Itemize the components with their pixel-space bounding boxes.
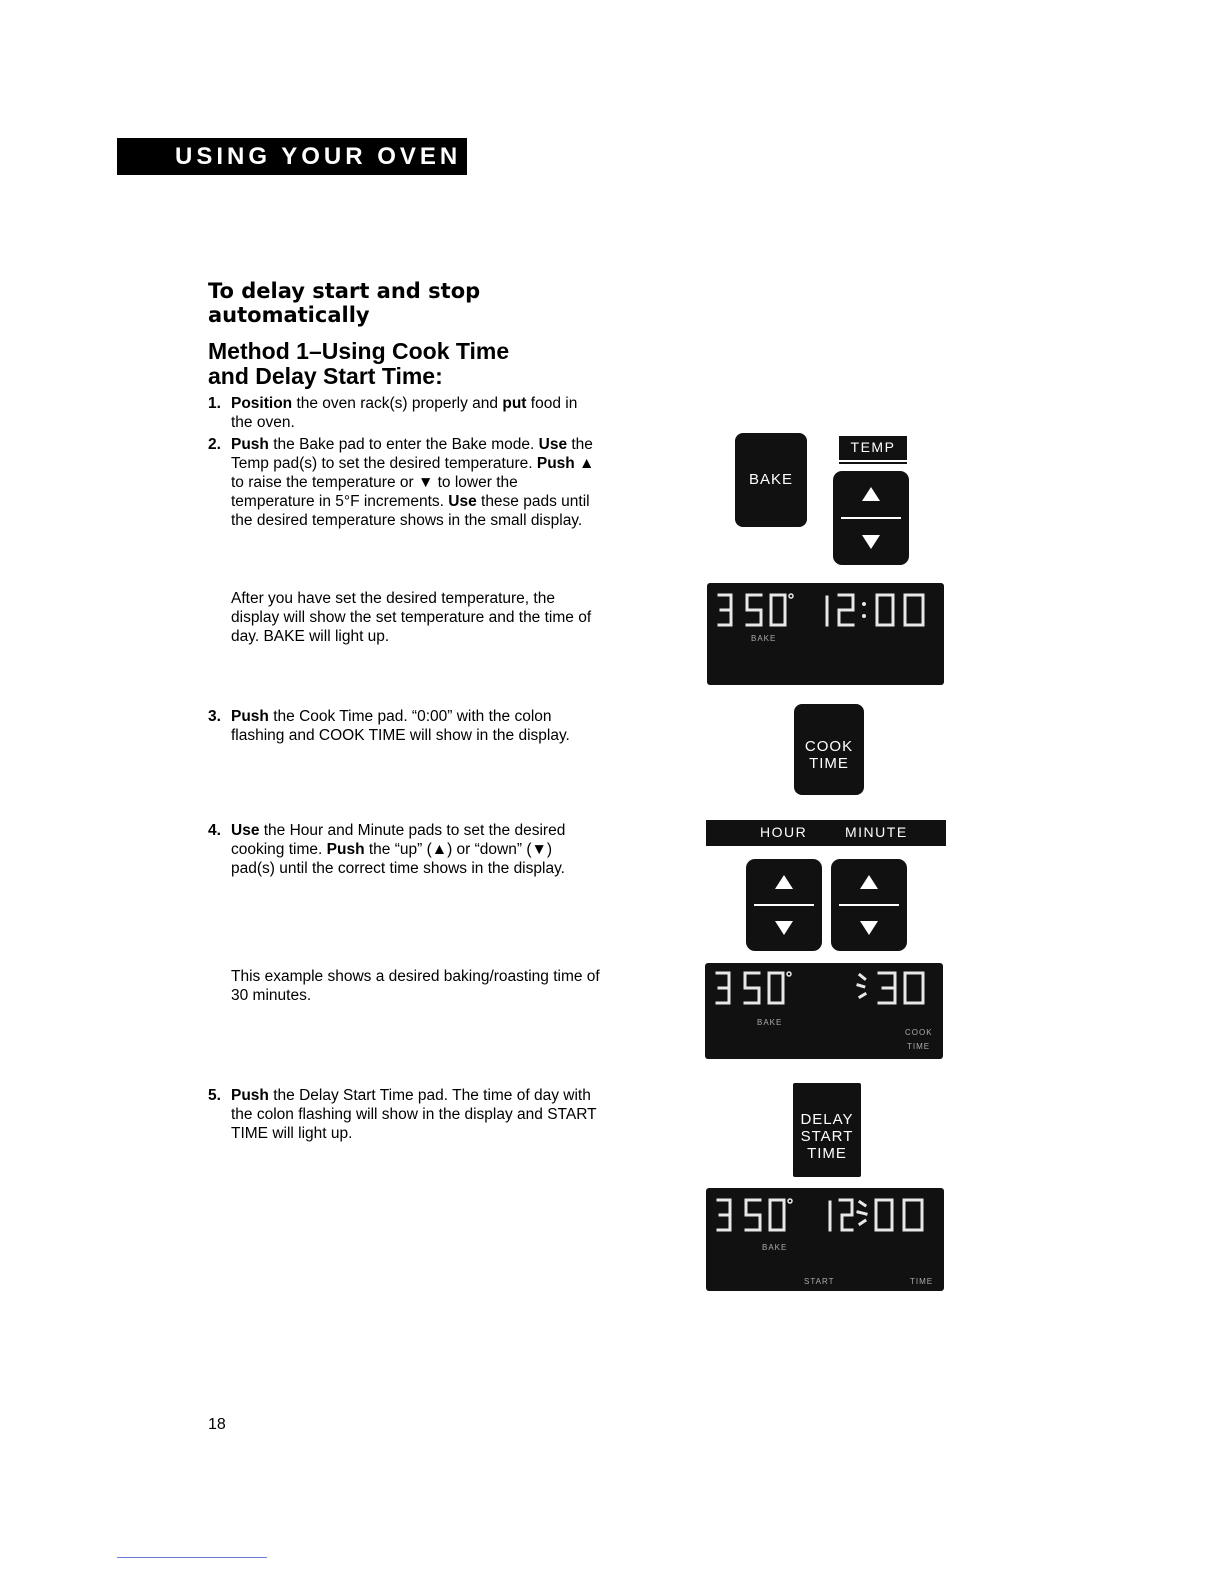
bake-pad-label: BAKE (748, 471, 794, 488)
step-text (231, 707, 598, 745)
note-after-temp: After you have set the desired temperature, the display will show the set temperature and the time of day. BAKE will light up. (231, 590, 592, 645)
step-emphasis: put (502, 395, 527, 412)
step-number: 4. (208, 822, 221, 839)
step-emphasis: Use (231, 822, 260, 839)
step-number: 2. (208, 436, 221, 453)
temp-down-button[interactable] (862, 535, 880, 549)
display-label-time: TIME (910, 1277, 934, 1286)
step-text-run: these pads until the desired temperature shows in the small display. (231, 493, 590, 529)
divider (839, 904, 900, 906)
step-emphasis: Push (231, 1087, 269, 1104)
step-emphasis: Push (231, 708, 269, 725)
divider (841, 517, 902, 519)
step-number: 5. (208, 1087, 221, 1104)
method-heading-line1: Method 1–Using Cook Time (208, 338, 510, 364)
cook-time-label-line1: COOK (804, 738, 854, 755)
step-emphasis: Push (231, 436, 269, 453)
display-clock (827, 595, 923, 625)
step-text (231, 435, 598, 530)
step-5 (208, 1086, 598, 1143)
step-text-run: food in the oven. (231, 395, 578, 431)
temp-arrow-pad (833, 471, 909, 565)
display-digits-svg (707, 583, 944, 685)
display-digits-svg (706, 1188, 944, 1291)
display-label-bake: BAKE (757, 1018, 783, 1027)
step-emphasis: Use (448, 493, 477, 510)
display-clock (858, 973, 923, 1003)
step-emphasis: Use (538, 436, 568, 453)
section-title: USING YOUR OVEN (175, 143, 462, 170)
step-emphasis: Push (326, 841, 365, 858)
oven-display-2 (705, 963, 943, 1059)
cook-time-label-line2: TIME (809, 755, 849, 772)
minute-down-button[interactable] (860, 921, 878, 935)
step-text-run: the Hour and Minute pads to set the desired cooking time. (231, 822, 566, 858)
step-3 (208, 707, 598, 745)
hour-down-button[interactable] (775, 921, 793, 935)
step-text-run: the Delay Start Time pad. The time of day with the colon flashing will show in the display and START TIME will light up. (231, 1087, 597, 1142)
step-emphasis: Push ▲ (536, 455, 595, 472)
step-number: 1. (208, 395, 221, 412)
display-label-start: START (804, 1277, 835, 1286)
step-number: 3. (208, 708, 221, 725)
display-temp (718, 1199, 792, 1230)
temp-label-text: TEMP (850, 439, 896, 455)
note-example: This example shows a desired baking/roasting time of 30 minutes. (231, 968, 600, 1004)
temp-up-button[interactable] (862, 487, 880, 501)
minute-up-button[interactable] (860, 875, 878, 889)
step-text-run: the Bake pad to enter the Bake mode. (268, 436, 539, 453)
step-2 (208, 435, 598, 530)
hour-arrow-pad (746, 859, 822, 951)
cook-time-pad[interactable] (794, 704, 864, 795)
method-heading-line2: and Delay Start Time: (208, 363, 443, 389)
oven-display-3 (706, 1188, 944, 1291)
step-emphasis: ▼ (417, 474, 434, 491)
step-emphasis: Position (231, 395, 293, 412)
footer-rule (117, 1557, 267, 1558)
step-text (231, 394, 598, 432)
step-text-run: the Cook Time pad. “0:00” with the colon flashing and COOK TIME will show in the display. (231, 708, 570, 744)
step-text-run: the oven rack(s) properly and (292, 395, 503, 412)
display-temp (717, 972, 791, 1003)
minute-arrow-pad (831, 859, 907, 951)
step-text (231, 1086, 598, 1143)
method-heading (208, 339, 628, 389)
display-label-cook: COOK (905, 1028, 933, 1037)
step-text-run: to lower the temperature in 5°F increments. (231, 474, 518, 510)
delay-pad-label-line2: START (800, 1128, 854, 1145)
bake-pad[interactable] (735, 433, 807, 527)
page-heading-line2: automatically (208, 303, 370, 327)
page-heading (208, 279, 628, 327)
display-label-bake: BAKE (762, 1243, 788, 1252)
step-4 (208, 821, 598, 878)
hour-minute-label-bar (706, 820, 946, 846)
page-number: 18 (208, 1416, 226, 1433)
display-label-bake: BAKE (751, 634, 777, 643)
page-heading-line1: To delay start and stop (208, 279, 481, 303)
step-text-run: the Temp pad(s) to set the desired temperature. (231, 436, 593, 472)
hour-up-button[interactable] (775, 875, 793, 889)
delay-pad-label-line1: DELAY (800, 1111, 854, 1128)
display-clock (830, 1200, 922, 1230)
divider (754, 904, 815, 906)
step-1 (208, 394, 598, 432)
step-text (231, 821, 598, 878)
section-title-bar (117, 138, 467, 175)
display-label-time: TIME (907, 1042, 931, 1051)
delay-pad-label-line3: TIME (807, 1145, 847, 1162)
step-text-run: to raise the temperature or (231, 474, 418, 491)
oven-display-1 (707, 583, 944, 685)
temp-label (839, 436, 907, 462)
minute-label: MINUTE (845, 824, 908, 840)
display-digits-svg (705, 963, 943, 1059)
display-temp (719, 594, 793, 625)
delay-start-time-pad[interactable] (793, 1083, 861, 1177)
step-text-run: the “up” (▲) or “down” (▼) pad(s) until the correct time shows in the display. (231, 841, 565, 877)
hour-label: HOUR (760, 824, 808, 840)
